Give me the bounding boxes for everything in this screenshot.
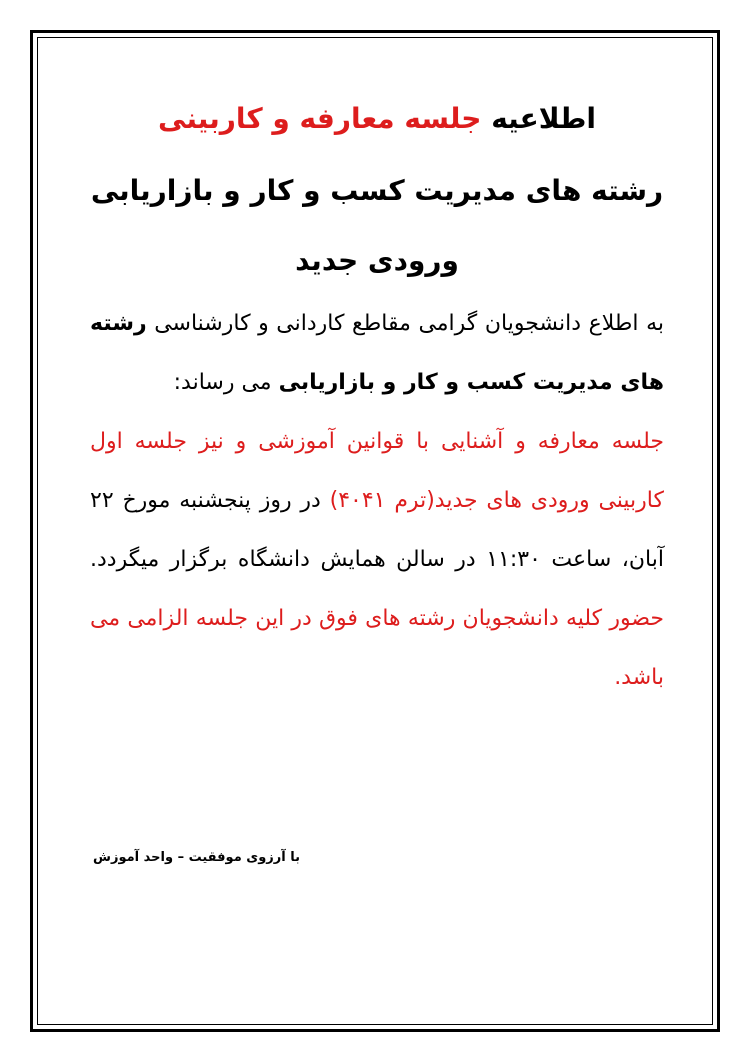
sign-off: با آرزوی موفقیت – واحد آموزش [93,850,300,865]
details-attendance-note: حضور کلیه دانشجویان رشته های فوق در این جلسه الزامی می باشد. [90,606,664,690]
announcement-subtitle-line1: رشته های مدیریت کسب و کار و بازاریابی [90,174,664,207]
details-session-info: جلسه معارفه و آشنایی با قوانین آموزشی و نیز جلسه اول کاربینی ورودی های جدید(ترم ۴۰۴۱) [90,429,664,513]
announcement-content [90,92,664,707]
intro-text-part1: به اطلاع دانشجویان گرامی مقاطع کاردانی و کارشناسی [146,311,664,336]
title-event-name: جلسه معارفه و کاربینی [158,102,482,135]
announcement-subtitle-line2: ورودی جدید [295,244,459,277]
details-paragraph [90,412,664,707]
title-label: اطلاعیه [491,102,596,135]
intro-paragraph [90,294,664,412]
intro-majors: رشته های مدیریت کسب و کار و بازاریابی [90,311,664,395]
intro-text-part2: می رساند: [173,370,279,395]
details-time-place: در روز پنجشنبه مورخ ۲۲ آبان، ساعت ۱۱:۳۰ در سالن همایش دانشگاه برگزار میگردد. [90,488,664,572]
announcement-title [90,100,664,138]
